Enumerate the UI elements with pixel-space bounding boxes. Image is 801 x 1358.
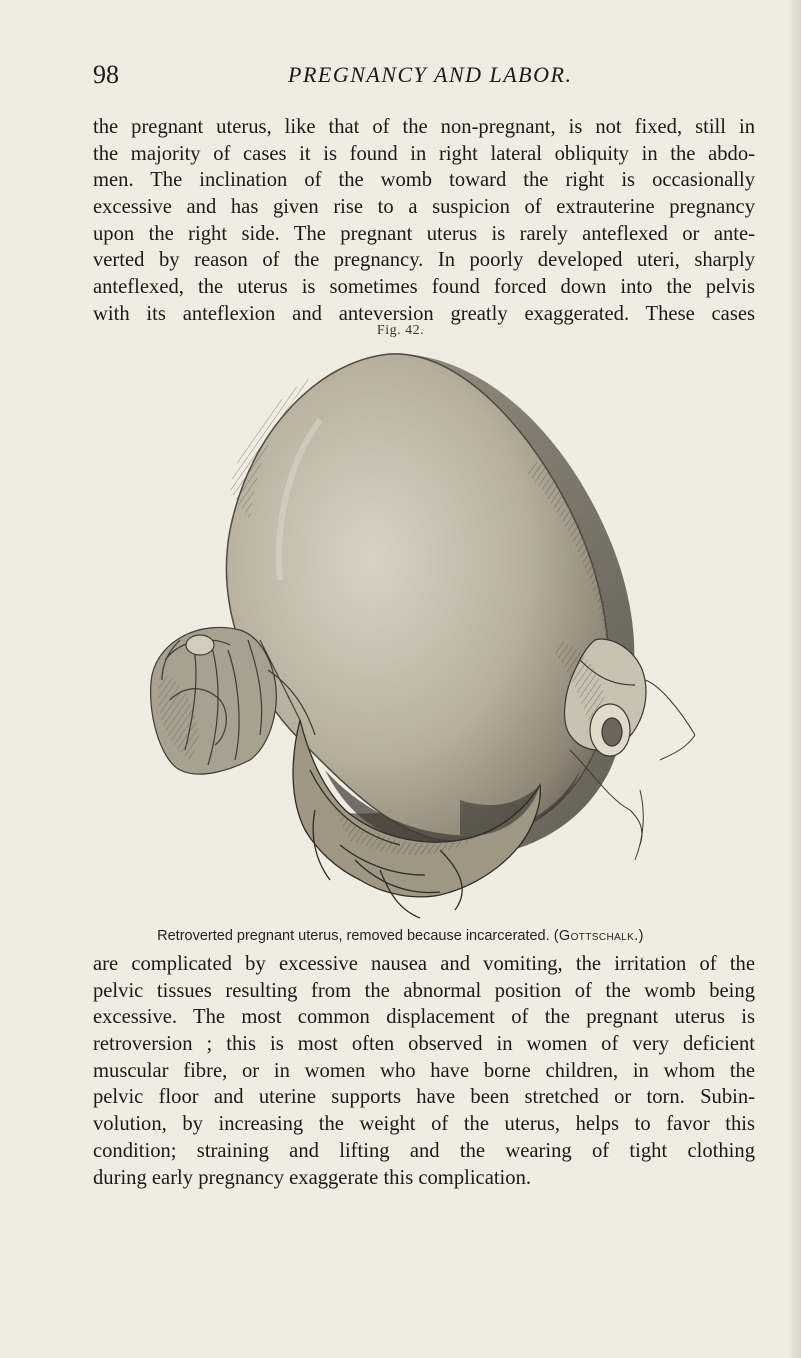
anatomical-illustration bbox=[140, 340, 720, 920]
text-line: with its anteflexion and anteversion greatly exaggerated. These cases bbox=[93, 302, 755, 325]
text-line: retroversion ; this is most often observed in women of very deficient bbox=[93, 1033, 755, 1056]
text-line: excessive. The most common displacement of the pregnant uterus is bbox=[93, 1006, 755, 1029]
text-line: muscular fibre, or in women who have borne children, in whom the bbox=[93, 1059, 755, 1082]
text-line: upon the right side. The pregnant uterus is rarely anteflexed or ante- bbox=[93, 222, 755, 245]
text-line: pelvic floor and uterine supports have been stretched or torn. Subin- bbox=[93, 1086, 755, 1109]
text-line: the majority of cases it is found in right lateral obliquity in the abdo- bbox=[93, 142, 755, 165]
text-line: volution, by increasing the weight of the uterus, helps to favor this bbox=[93, 1113, 755, 1136]
text-line: during early pregnancy exaggerate this complication. bbox=[93, 1166, 532, 1189]
text-line: men. The inclination of the womb toward the right is occasionally bbox=[93, 169, 755, 192]
text-line: excessive and has given rise to a suspicion of extrauterine pregnancy bbox=[93, 196, 755, 219]
text-line: condition; straining and lifting and the wearing of tight clothing bbox=[93, 1139, 755, 1162]
page-number: 98 bbox=[93, 60, 119, 89]
paragraph-top bbox=[93, 114, 755, 328]
retroverted-uterus-drawing bbox=[140, 340, 720, 920]
figure-label: Fig. 42. bbox=[376, 323, 425, 338]
running-header bbox=[93, 60, 753, 94]
figure-caption bbox=[0, 928, 801, 944]
text-line: the pregnant uterus, like that of the non-pregnant, is not fixed, still in bbox=[93, 116, 755, 138]
text-line: are complicated by excessive nausea and vomiting, the irritation of the bbox=[93, 953, 755, 975]
text-line: pelvic tissues resulting from the abnormal position of the womb being bbox=[93, 979, 755, 1002]
text-line: anteflexed, the uterus is sometimes found forced down into the pelvis bbox=[93, 276, 755, 299]
paragraph-bottom bbox=[93, 951, 755, 1191]
caption-text: Retroverted pregnant uterus, removed because incarcerated. bbox=[157, 928, 550, 944]
running-title: PREGNANCY AND LABOR. bbox=[288, 62, 573, 87]
page-edge-shadow bbox=[787, 0, 801, 1358]
text-line: verted by reason of the pregnancy. In poorly developed uteri, sharply bbox=[93, 249, 755, 272]
caption-credit: (Gottschalk.) bbox=[553, 928, 644, 944]
